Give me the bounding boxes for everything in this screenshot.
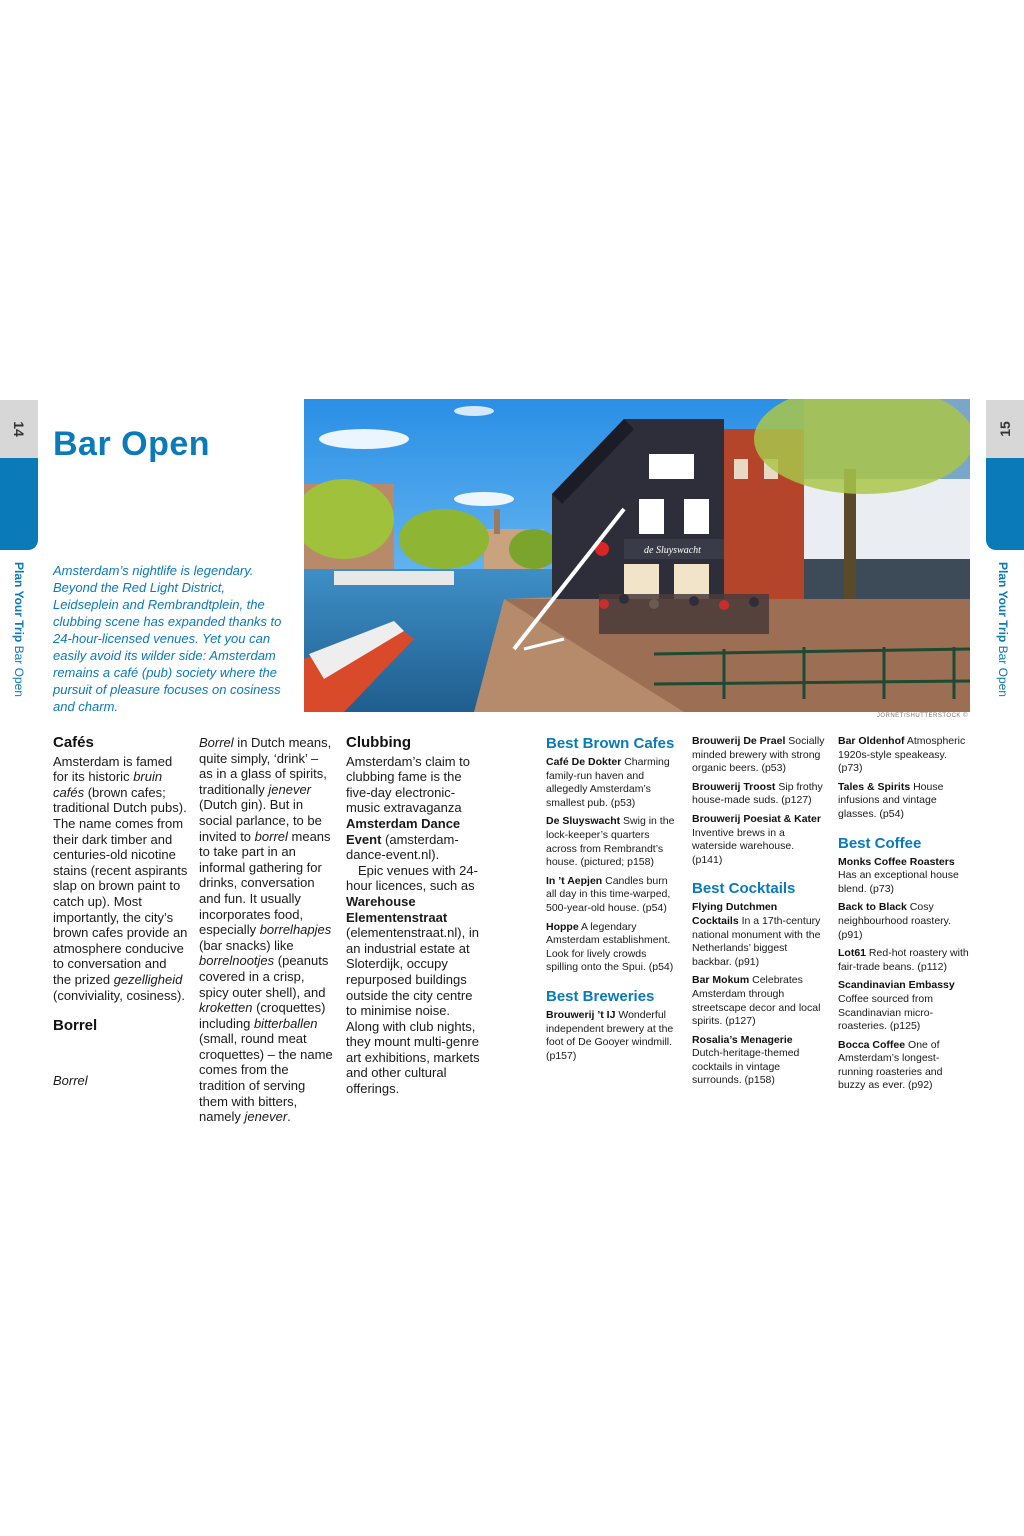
list-item: Scandinavian Embassy Coffee sourced from Scandinavian micro-roasteries. (p125) — [838, 979, 955, 1033]
list-item: Monks Coffee Roasters Has an exceptional house blend. (p73) — [838, 855, 959, 895]
best-column-c — [838, 735, 972, 1098]
page-number-right-tab — [986, 400, 1024, 458]
best-cocktails-heading: Best Cocktails — [692, 880, 796, 898]
list-item: In ’t Aepjen Candles burn all day in this time-warped, 500-year-old house. (p54) — [546, 874, 671, 914]
photo-shop-sign: de Sluyswacht — [644, 545, 701, 556]
photo-credit: JORNET/SHUTTERSTOCK © — [876, 713, 968, 719]
running-head-left-chapter: Bar Open — [12, 645, 26, 697]
list-item: Brouwerij De Prael Socially minded brewery with strong organic beers. (p53) — [692, 735, 825, 775]
list-item: Tales & Spirits House infusions and vintage glasses. (p54) — [838, 780, 944, 820]
best-column-a — [546, 735, 680, 1068]
page-number-left-tab — [0, 400, 38, 458]
list-item: Bocca Coffee One of Amsterdam’s longest-running roasteries and buzzy as ever. (p92) — [838, 1038, 943, 1092]
best-brown-cafes-heading: Best Brown Cafes — [546, 735, 675, 752]
list-item: Hoppe A legendary Amsterdam establishment. Look for lively crowds spilling onto the Spui. (p54) — [546, 920, 674, 974]
running-head-right-chapter: Bar Open — [996, 645, 1010, 697]
best-breweries-heading: Best Breweries — [546, 987, 655, 1005]
clubbing-heading: Clubbing — [346, 734, 411, 751]
list-item: De Sluyswacht Swig in the lock-keeper’s quarters across from Rembrandt’s house. (pictured; p158) — [546, 815, 675, 869]
column-borrel — [199, 735, 334, 1125]
best-column-b — [692, 735, 826, 1093]
list-item: Brouwerij Troost Sip frothy house-made suds. (p127) — [692, 780, 823, 807]
cafes-heading: Cafés — [53, 734, 94, 751]
list-item: Lot61 Red-hot roastery with fair-trade beans. (p112) — [838, 947, 969, 973]
best-coffee-heading: Best Coffee — [838, 834, 922, 852]
list-item: Flying Dutchmen Cocktails In a 17th-century national monument with the Netherlands’ biggest backbar. (p91) — [692, 901, 821, 968]
running-head-right-section: Plan Your Trip — [996, 562, 1010, 643]
running-head-left — [10, 562, 30, 712]
list-item: Brouwerij Poesiat & Kater Inventive brews in a waterside warehouse. (p141) — [692, 812, 821, 866]
clubbing-paragraph-1: Amsterdam’s claim to clubbing fame is the five-day electronic-music extravaganza Amsterdam Dance Event (amsterdam-dance-event.nl). — [346, 753, 471, 863]
page-title: Bar Open — [53, 425, 211, 463]
column-cafes — [53, 735, 188, 1037]
cafes-paragraph: Amsterdam is famed for its historic bruin cafés (brown cafes; traditional Dutch pubs). The name comes from their dark timber and centuries-old nicotine stains (recent aspirants slap on brown paint to catch up). Most importantly, the city’s brown cafes provide an atmosphere conducive to conversation and the prized gezelligheid (conviviality, cosiness). — [53, 753, 188, 1003]
canal-cafe-photo — [304, 399, 970, 712]
list-item: Café De Dokter Charming family-run haven and allegedly Amsterdam’s smallest pub. (p53) — [546, 756, 670, 809]
page-number-left: 14 — [10, 421, 27, 437]
list-item: Rosalia’s Menagerie Dutch-heritage-themed cocktails in vintage surrounds. (p158) — [692, 1033, 800, 1087]
borrel-paragraph: Borrel in Dutch means, quite simply, ‘drink’ – as in a glass of spirits, traditionally jenever (Dutch gin). But in social parlance, to be invited to borrel means to take part in an informal gathering for drinks, conversation and fun. It usually incorporates food, especially borrelhapjes (bar snacks) like borrelnootjes (peanuts covered in a crisp, spicy outer shell), and kroketten (croquettes) including bitterballen (small, round meat croquettes) – the name comes from the tradition of serving them with bitters, namely jenever. — [199, 735, 333, 1125]
chapter-tab-right — [986, 458, 1024, 550]
page-number-right: 15 — [996, 421, 1013, 437]
running-head-left-section: Plan Your Trip — [12, 562, 26, 643]
borrel-heading: Borrel — [53, 1017, 98, 1035]
column-clubbing — [346, 735, 481, 1097]
list-item: Bar Mokum Celebrates Amsterdam through streetscape decor and local spirits. (p127) — [692, 974, 821, 1028]
intro-text: Amsterdam’s nightlife is legendary. Beyond the Red Light District, Leidseplein and Rembrandtplein, the clubbing scene has expanded thanks to 24-hour-licensed venues. Yet you can easily avoid its wilder side: Amsterdam remains a café (pub) society where the pursuit of pleasure focuses on cosiness and charm. — [53, 563, 282, 714]
running-head-right — [994, 562, 1014, 712]
list-item: Brouwerij ’t IJ Wonderful independent brewery at the foot of De Gooyer windmill. (p157) — [546, 1008, 674, 1062]
chapter-tab-left — [0, 458, 38, 550]
list-item: Bar Oldenhof Atmospheric 1920s-style speakeasy. (p73) — [838, 735, 966, 775]
borrel-paragraph-start: Borrel — [53, 1073, 88, 1088]
clubbing-paragraph-2: Epic venues with 24-hour licences, such as Warehouse Elementenstraat (elementenstraat.nl), in an industrial estate at Sloterdijk, occupy repurposed buildings outside the city centre to minimise noise. Along with club nights, they mount multi-genre art exhibitions, markets and other cultural offerings. — [346, 862, 480, 1097]
list-item: Back to Black Cosy neighbourhood roastery. (p91) — [838, 901, 952, 941]
